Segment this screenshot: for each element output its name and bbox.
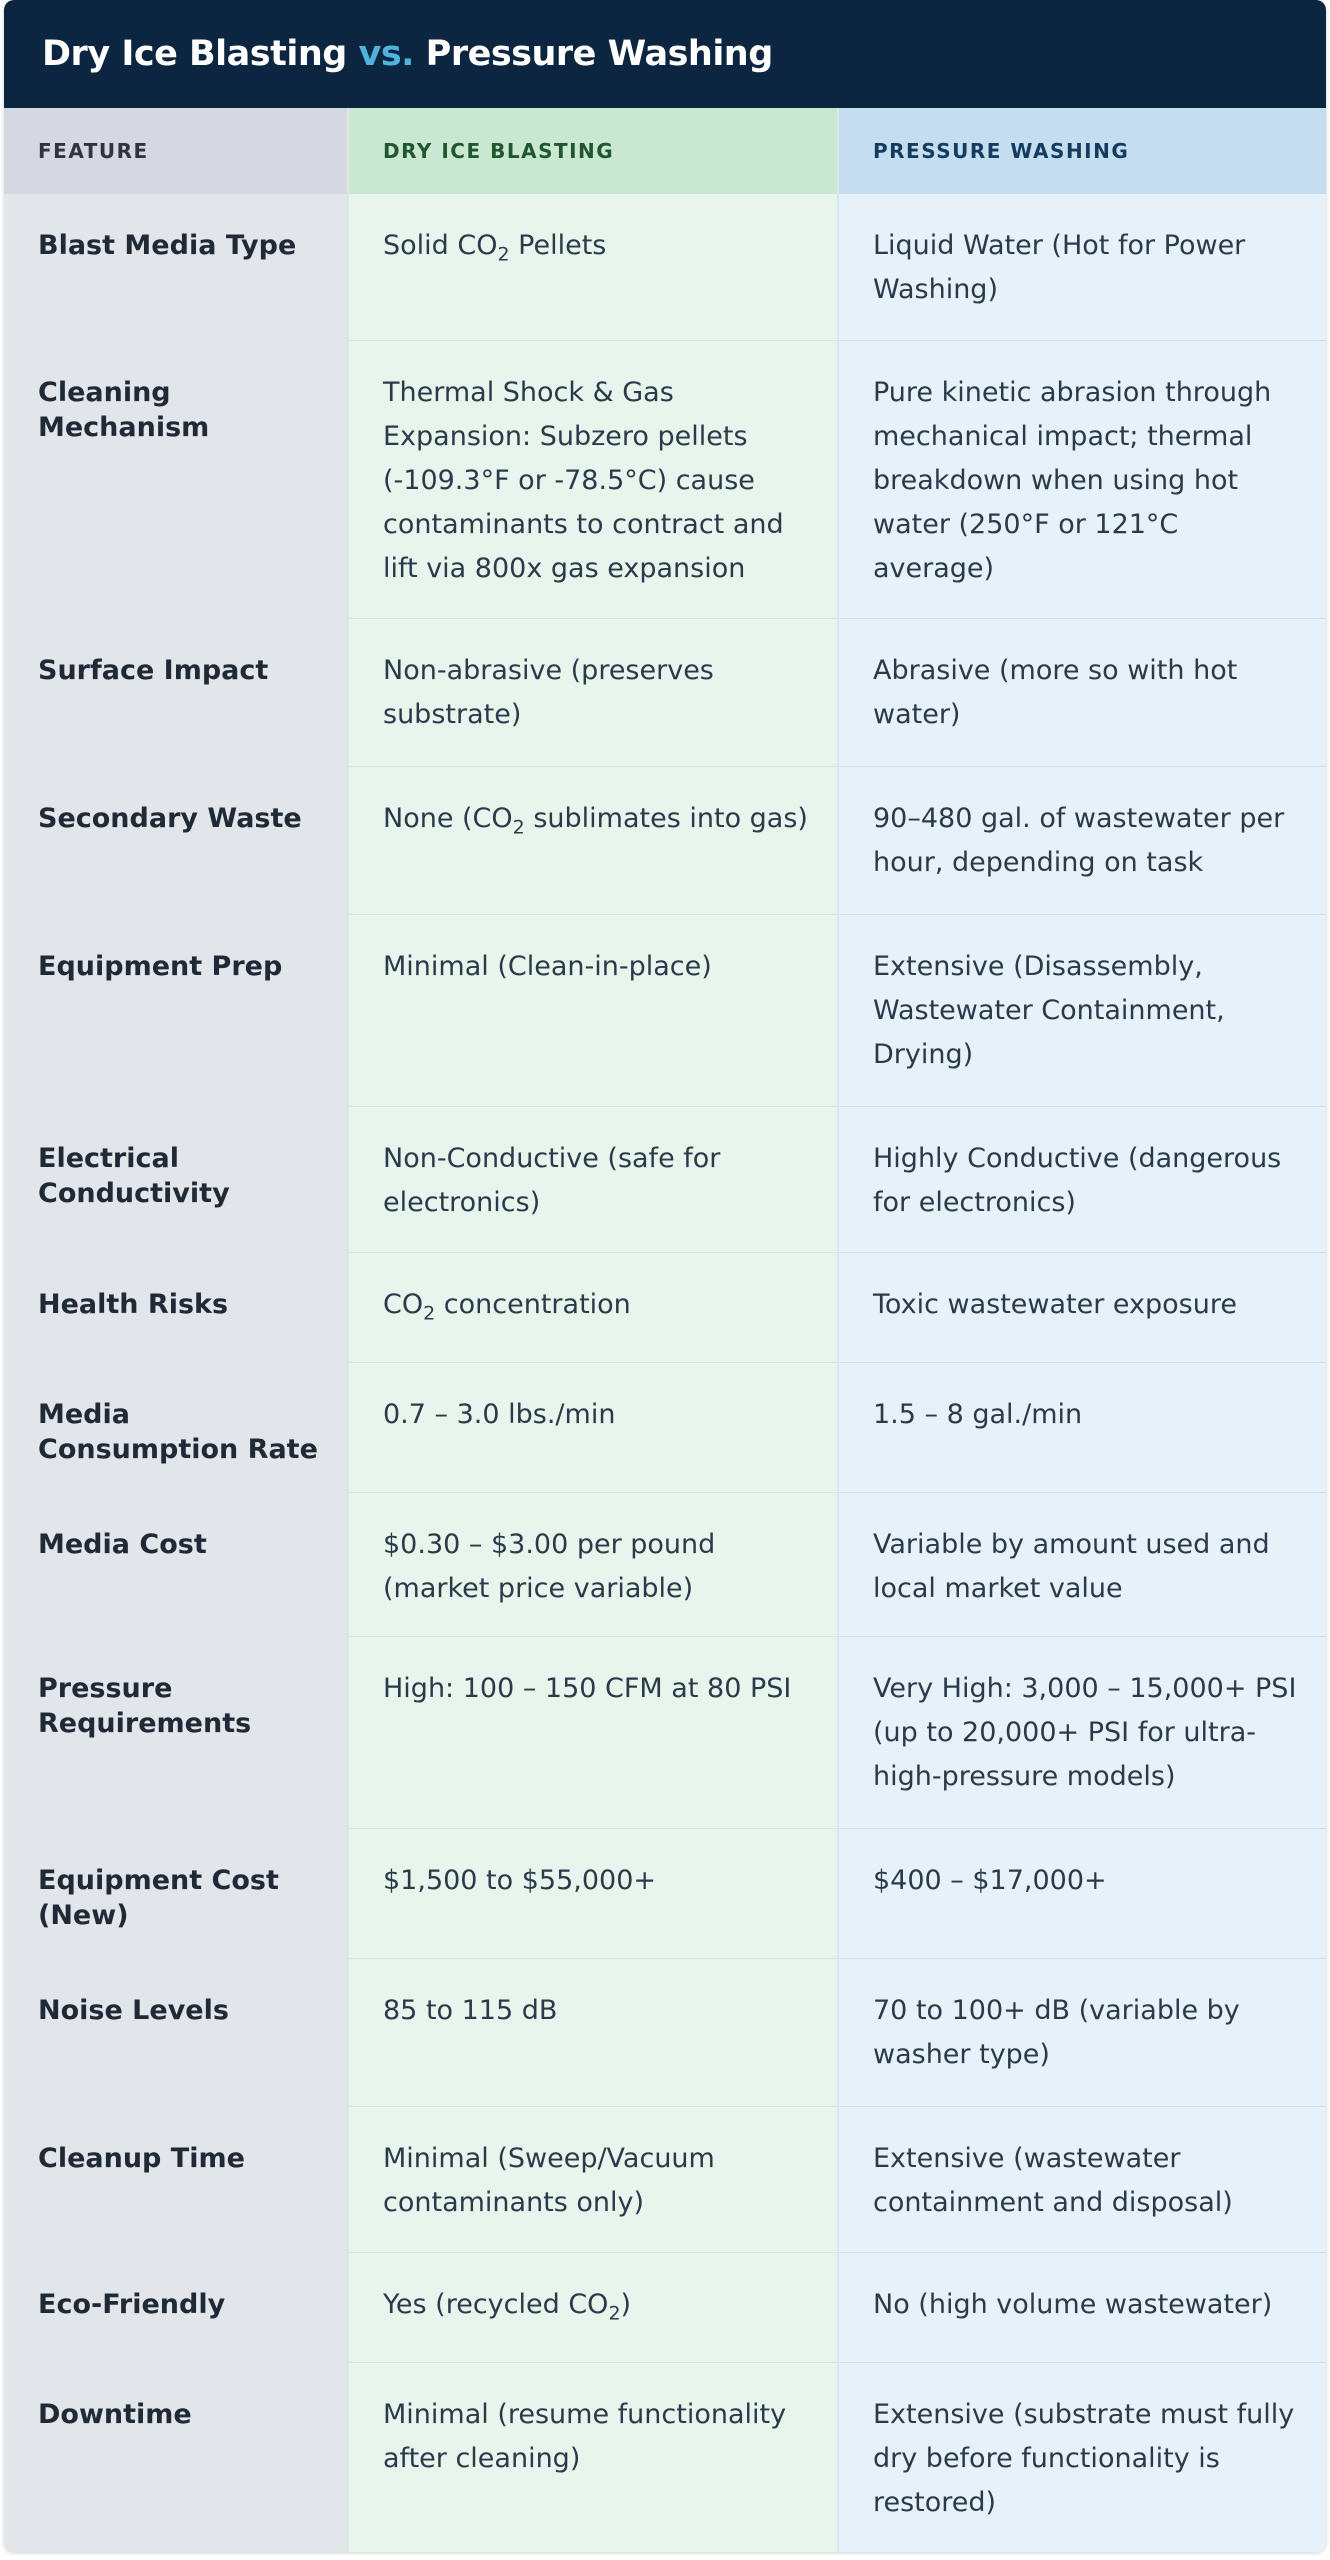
dry-ice-cell (348, 194, 838, 340)
pressure-washing-cell (838, 194, 1326, 340)
cell-text: Minimal (resume functionality after cleaning) (383, 2398, 787, 2474)
table-row (4, 2106, 1326, 2252)
table-body (4, 194, 1326, 2552)
cell-text: Pure kinetic abrasion through mechanical impact; thermal breakdown when using hot water (250°F or 121°C average) (873, 376, 1272, 584)
pressure-washing-cell (838, 2252, 1326, 2362)
feature-cell: Noise Levels (4, 1958, 348, 2106)
dry-ice-cell (348, 1362, 838, 1492)
table-row (4, 1636, 1326, 1828)
table-row (4, 194, 1326, 340)
cell-text: CO (383, 1288, 424, 1320)
page-title (42, 34, 773, 74)
dry-ice-cell (348, 340, 838, 618)
table-row (4, 914, 1326, 1106)
pressure-washing-cell (838, 1636, 1326, 1828)
cell-text: Highly Conductive (dangerous for electronics) (873, 1142, 1282, 1218)
cell-text: Liquid Water (Hot for Power Washing) (873, 230, 1246, 305)
table-row (4, 1362, 1326, 1492)
feature-cell: Cleanup Time (4, 2106, 348, 2252)
title-vs: vs. (358, 34, 414, 74)
cell-text: Extensive (wastewater containment and disposal) (873, 2142, 1233, 2218)
cell-text-suffix: ) (620, 2288, 632, 2320)
dry-ice-cell (348, 2106, 838, 2252)
cell-text: 1.5 – 8 gal./min (873, 1398, 1083, 1430)
subscript: 2 (423, 1301, 436, 1324)
feature-cell: Secondary Waste (4, 766, 348, 914)
dry-ice-cell (348, 2362, 838, 2552)
dry-ice-cell (348, 766, 838, 914)
title-bar (4, 0, 1326, 108)
cell-text: Non-Conductive (safe for electronics) (383, 1142, 721, 1218)
dry-ice-cell (348, 2252, 838, 2362)
cell-text: No (high volume wastewater) (873, 2288, 1273, 2320)
cell-text-suffix: concentration (435, 1288, 631, 1320)
dry-ice-cell (348, 1252, 838, 1362)
cell-text: Minimal (Clean-in-place) (383, 950, 712, 982)
cell-text: Solid CO (383, 230, 498, 261)
subscript: 2 (497, 243, 510, 266)
table-row (4, 1252, 1326, 1362)
header-row (4, 108, 1326, 194)
table-row (4, 2362, 1326, 2552)
cell-text: Variable by amount used and local market value (873, 1528, 1270, 1604)
pressure-washing-cell (838, 766, 1326, 914)
header-dry-ice: DRY ICE BLASTING (348, 108, 838, 194)
cell-text: High: 100 – 150 CFM at 80 PSI (383, 1672, 792, 1704)
dry-ice-cell (348, 1492, 838, 1636)
dry-ice-cell (348, 1828, 838, 1958)
feature-cell: Electrical Conductivity (4, 1106, 348, 1252)
feature-cell: Media Consumption Rate (4, 1362, 348, 1492)
cell-text: 90–480 gal. of wastewater per hour, depending on task (873, 802, 1285, 878)
comparison-card (4, 0, 1326, 2552)
cell-text: Very High: 3,000 – 15,000+ PSI (up to 20,000+ PSI for ultra-high-pressure models) (873, 1672, 1297, 1792)
cell-text-suffix: sublimates into gas) (524, 802, 808, 834)
title-part1: Dry Ice Blasting (42, 34, 347, 74)
cell-text: Extensive (Disassembly, Wastewater Containment, Drying) (873, 950, 1225, 1070)
cell-text: $1,500 to $55,000+ (383, 1864, 657, 1896)
cell-text: Yes (recycled CO (383, 2288, 609, 2320)
cell-text: $0.30 – $3.00 per pound (market price variable) (383, 1528, 716, 1604)
cell-text: None (CO (383, 802, 513, 834)
dry-ice-cell (348, 1106, 838, 1252)
table-row (4, 766, 1326, 914)
cell-text: Toxic wastewater exposure (873, 1288, 1237, 1320)
pressure-washing-cell (838, 1492, 1326, 1636)
table-row (4, 1828, 1326, 1958)
cell-text: 0.7 – 3.0 lbs./min (383, 1398, 616, 1430)
pressure-washing-cell (838, 2362, 1326, 2552)
cell-text: Abrasive (more so with hot water) (873, 654, 1238, 730)
subscript: 2 (608, 2301, 621, 2324)
cell-text: Thermal Shock & Gas Expansion: Subzero pellets (-109.3°F or -78.5°C) cause contaminants to contract and lift via 800x gas expansion (383, 376, 784, 584)
cell-text: $400 – $17,000+ (873, 1864, 1107, 1896)
pressure-washing-cell (838, 1958, 1326, 2106)
feature-cell: Cleaning Mechanism (4, 340, 348, 618)
subscript: 2 (512, 815, 525, 838)
pressure-washing-cell (838, 2106, 1326, 2252)
feature-cell: Equipment Prep (4, 914, 348, 1106)
feature-cell: Eco-Friendly (4, 2252, 348, 2362)
table-row (4, 1492, 1326, 1636)
cell-text: Non-abrasive (preserves substrate) (383, 654, 714, 730)
pressure-washing-cell (838, 618, 1326, 766)
dry-ice-cell (348, 1958, 838, 2106)
comparison-table (4, 108, 1326, 2552)
feature-cell: Surface Impact (4, 618, 348, 766)
header-pressure-washing: PRESSURE WASHING (838, 108, 1326, 194)
pressure-washing-cell (838, 914, 1326, 1106)
header-feature: FEATURE (4, 108, 348, 194)
dry-ice-cell (348, 1636, 838, 1828)
table-row (4, 2252, 1326, 2362)
table-row (4, 340, 1326, 618)
cell-text: 85 to 115 dB (383, 1994, 558, 2026)
title-part2: Pressure Washing (425, 34, 773, 74)
feature-cell: Equipment Cost (New) (4, 1828, 348, 1958)
table-row (4, 1106, 1326, 1252)
cell-text: Extensive (substrate must fully dry before functionality is restored) (873, 2398, 1295, 2518)
cell-text: Minimal (Sweep/Vacuum contaminants only) (383, 2142, 715, 2218)
pressure-washing-cell (838, 1106, 1326, 1252)
pressure-washing-cell (838, 1252, 1326, 1362)
feature-cell: Blast Media Type (4, 194, 348, 340)
table-row (4, 618, 1326, 766)
dry-ice-cell (348, 914, 838, 1106)
dry-ice-cell (348, 618, 838, 766)
feature-cell: Pressure Requirements (4, 1636, 348, 1828)
feature-cell: Downtime (4, 2362, 348, 2552)
cell-text-suffix: Pellets (509, 230, 607, 261)
pressure-washing-cell (838, 1828, 1326, 1958)
cell-text: 70 to 100+ dB (variable by washer type) (873, 1994, 1240, 2070)
feature-cell: Health Risks (4, 1252, 348, 1362)
pressure-washing-cell (838, 1362, 1326, 1492)
table-row (4, 1958, 1326, 2106)
pressure-washing-cell (838, 340, 1326, 618)
feature-cell: Media Cost (4, 1492, 348, 1636)
